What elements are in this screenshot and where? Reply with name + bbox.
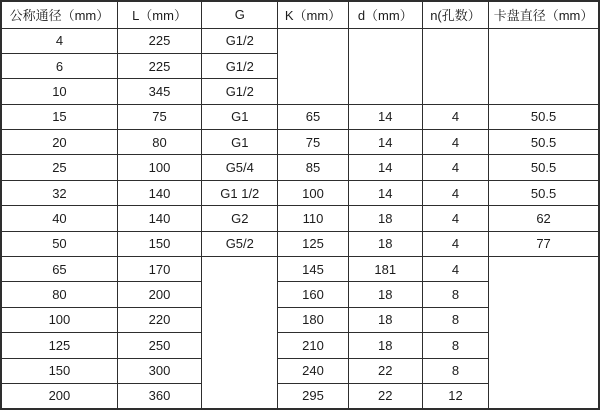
table-cell: 18	[348, 231, 422, 256]
table-cell	[202, 257, 278, 409]
table-cell: 18	[348, 333, 422, 358]
table-cell: 180	[278, 307, 348, 332]
table-cell: 50.5	[489, 180, 599, 205]
table-row	[1, 206, 599, 231]
table-cell: G1	[202, 104, 278, 129]
table-cell: 80	[117, 130, 201, 155]
table-cell: 65	[1, 257, 117, 282]
column-header-n-holes: n(孔数）	[422, 1, 488, 28]
header-row	[1, 1, 599, 28]
table-cell: 75	[278, 130, 348, 155]
table-cell: G1 1/2	[202, 180, 278, 205]
table-cell: 225	[117, 53, 201, 78]
table-cell: 4	[422, 104, 488, 129]
table-cell: 140	[117, 206, 201, 231]
table-cell: 150	[117, 231, 201, 256]
table-cell: G2	[202, 206, 278, 231]
column-header-length-l: L（mm）	[117, 1, 201, 28]
table-cell: 100	[117, 155, 201, 180]
column-header-k: K（mm）	[278, 1, 348, 28]
table-cell: 145	[278, 257, 348, 282]
table-cell: 22	[348, 383, 422, 409]
table-cell: 50.5	[489, 130, 599, 155]
table-cell: 32	[1, 180, 117, 205]
table-row	[1, 231, 599, 256]
table-cell: 210	[278, 333, 348, 358]
table-cell: 4	[1, 28, 117, 53]
table-cell: G5/4	[202, 155, 278, 180]
table-cell: 140	[117, 180, 201, 205]
table-cell: 125	[1, 333, 117, 358]
table-cell: 125	[278, 231, 348, 256]
table-cell: 181	[348, 257, 422, 282]
table-row	[1, 130, 599, 155]
table-cell: G5/2	[202, 231, 278, 256]
table-cell: 8	[422, 333, 488, 358]
table-cell: 50	[1, 231, 117, 256]
table-cell: 250	[117, 333, 201, 358]
table-cell: 4	[422, 130, 488, 155]
table-cell: 50.5	[489, 104, 599, 129]
column-header-d: d（mm）	[348, 1, 422, 28]
table-cell: 100	[1, 307, 117, 332]
table-cell: 25	[1, 155, 117, 180]
table-cell: 170	[117, 257, 201, 282]
table-cell: 4	[422, 206, 488, 231]
table-cell: G1/2	[202, 53, 278, 78]
table-cell: 14	[348, 180, 422, 205]
table-cell: 14	[348, 104, 422, 129]
column-header-chuck-diameter: 卡盘直径（mm）	[489, 1, 599, 28]
table-body	[1, 28, 599, 409]
table-cell	[489, 257, 599, 409]
table-cell: 300	[117, 358, 201, 383]
table-cell: 77	[489, 231, 599, 256]
table-cell	[278, 28, 348, 104]
table-cell: 85	[278, 155, 348, 180]
table-cell: 8	[422, 307, 488, 332]
table-header	[1, 1, 599, 28]
table-cell: 80	[1, 282, 117, 307]
table-cell: 50.5	[489, 155, 599, 180]
table-cell: 200	[1, 383, 117, 409]
table-cell: 62	[489, 206, 599, 231]
table-row	[1, 257, 599, 282]
column-header-thread-g: G	[202, 1, 278, 28]
table-cell: 75	[117, 104, 201, 129]
table-cell	[489, 28, 599, 104]
column-header-nominal-diameter: 公称通径（mm）	[1, 1, 117, 28]
table-cell: 295	[278, 383, 348, 409]
table-cell: G1/2	[202, 28, 278, 53]
table-cell: 4	[422, 180, 488, 205]
table-cell: 4	[422, 231, 488, 256]
table-cell: 20	[1, 130, 117, 155]
table-cell: 15	[1, 104, 117, 129]
table-cell: 22	[348, 358, 422, 383]
table-cell: 10	[1, 79, 117, 104]
table-cell: 4	[422, 155, 488, 180]
table-cell: 18	[348, 282, 422, 307]
table-cell: 8	[422, 282, 488, 307]
table-row	[1, 28, 599, 53]
table-cell: 240	[278, 358, 348, 383]
table-cell: 65	[278, 104, 348, 129]
table-cell	[348, 28, 422, 104]
table-cell: 110	[278, 206, 348, 231]
table-cell: G1/2	[202, 79, 278, 104]
table-row	[1, 180, 599, 205]
table-cell: 8	[422, 358, 488, 383]
table-cell	[422, 28, 488, 104]
table-cell: 14	[348, 130, 422, 155]
table-cell: 6	[1, 53, 117, 78]
table-cell: 12	[422, 383, 488, 409]
table-cell: 200	[117, 282, 201, 307]
table-cell: 4	[422, 257, 488, 282]
table-cell: 14	[348, 155, 422, 180]
table-cell: 360	[117, 383, 201, 409]
table-cell: 18	[348, 206, 422, 231]
table-cell: 40	[1, 206, 117, 231]
table-cell: 220	[117, 307, 201, 332]
table-cell: 18	[348, 307, 422, 332]
table-row	[1, 104, 599, 129]
table-row	[1, 155, 599, 180]
table-cell: 160	[278, 282, 348, 307]
table-cell: 345	[117, 79, 201, 104]
table-cell: G1	[202, 130, 278, 155]
table-cell: 100	[278, 180, 348, 205]
table-cell: 225	[117, 28, 201, 53]
table-cell: 150	[1, 358, 117, 383]
